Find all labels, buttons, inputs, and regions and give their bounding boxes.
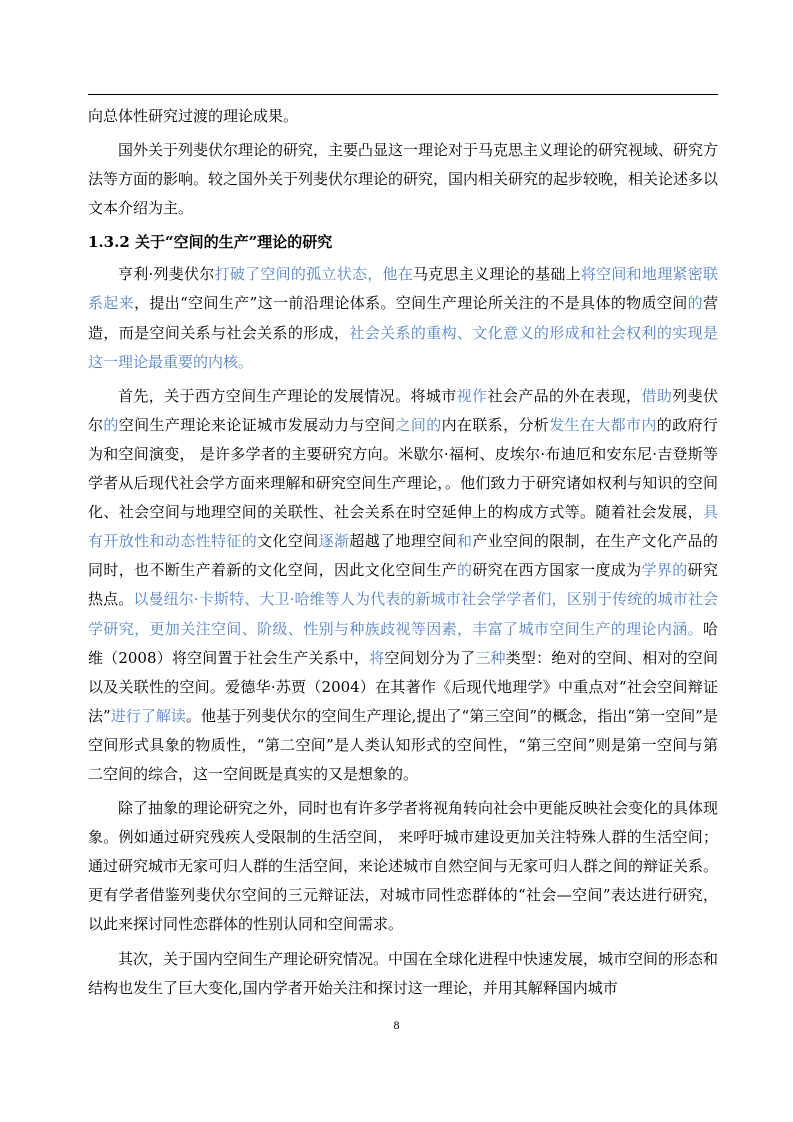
highlighted-text: 具有开放性和动态性特征的: [88, 503, 718, 551]
continuation-text: 向总体性研究过渡的理论成果。: [88, 107, 299, 125]
text-run: 亨利·列斐伏尔: [118, 265, 215, 284]
highlighted-text: 和: [456, 532, 473, 551]
highlighted-text: 发生在大都市内: [549, 415, 657, 434]
highlighted-text: 的: [687, 294, 703, 313]
text-run: 哈维（2008）将空间置于社会生产关系中，: [88, 619, 718, 667]
text-run: 研究在西方国家一度成为: [472, 561, 642, 580]
text-run: 文化空间: [257, 532, 319, 551]
text-run: 。他基于列斐伏尔的空间生产理论,提出了“第三空间”的概念，指出“第一空间”是空间形式具象的物质性，“第二空间”是人类认知形式的空间性，“第三空间”则是第一空间与第二空间的综合，这一空间既是真实的又是想象的。: [88, 706, 718, 783]
section-heading: 1.3.2 关于“空间的生产”理论的研究: [88, 233, 333, 252]
highlighted-text: 将空间和地理紧密联系起来: [88, 265, 718, 313]
highlighted-text: 进行了解读: [110, 706, 186, 725]
highlighted-text: 的: [103, 415, 119, 434]
page-number: 8: [393, 1018, 400, 1032]
paragraph-domestic-research: 其次，关于国内空间生产理论研究情况。中国在全球化进程中快速发展，城市空间的形态和结构也发生了巨大变化,国内学者开始关注和探讨这一理论，并用其解释国内城市: [88, 949, 719, 997]
text-run: 研究热点。: [88, 561, 718, 609]
paragraph-concrete-phenomena: 除了抽象的理论研究之外，同时也有许多学者将视角转向社会中更能反映社会变化的具体现象。例如通过研究残疾人受限制的生活空间， 来呼吁城市建设更加关注特殊人群的生活空间；通过研究城市无家可归人群的生活空间，来论述城市自然空间与无家可归人群之间的辩证关系。更有学者借鉴列斐伏尔空间的三元辩证法，对城市同性恋群体的“社会—空间”表达进行研究，以此来探讨同性恋群体的性别认同和空间需求。: [88, 799, 719, 934]
paragraph-western-research: [88, 382, 718, 789]
highlighted-text: 之间的: [395, 415, 442, 434]
text-run: 首先，关于西方空间生产理论的发展情况。将城市: [118, 386, 457, 405]
text-run: 空间划分为了: [384, 648, 476, 667]
text-run: 营造，而是空间关系与社会关系的形成，: [88, 294, 718, 342]
text-run: 马克思主义理论的基础上: [413, 265, 581, 284]
highlighted-text: 逐渐: [318, 532, 350, 551]
highlighted-text: 社会关系的重构、文化意义的形成和社会权利的实现是这一理论最重要的内核。: [88, 323, 718, 371]
highlighted-text: 三种: [475, 648, 506, 667]
text-run: 列斐伏尔: [88, 386, 718, 434]
text-run: 内在联系，分析: [441, 415, 550, 434]
highlighted-text: 将: [369, 648, 385, 667]
header-rule: [88, 94, 718, 95]
highlighted-text: 学界的: [641, 561, 688, 580]
highlighted-text: 以曼纽尔·卡斯特、大卫·哈维等人为代表的新城市社会学学者们，区别于传统的城市社会学研究，更加关注空间、阶级、性别与种族歧视等因素，丰富了城市空间生产的理论内涵。: [88, 590, 718, 638]
text-run: 空间生产理论来论证城市发展动力与空间: [118, 415, 396, 434]
page-body: [88, 102, 718, 1008]
highlighted-text: 打破了空间的孤立状态，他在: [214, 265, 414, 284]
text-run: 类型：绝对的空间、相对的空间以及关联性的空间。爱德华·苏贾（2004）在其著作《后现代地理学》中重点对“社会空间辩证法”: [88, 648, 718, 725]
highlighted-text: 的: [456, 561, 473, 580]
text-run: ，提出“空间生产”这一前沿理论体系。空间生产理论所关注的不是具体的物质空间: [134, 294, 688, 313]
text-run: 社会产品的外在表现，: [487, 386, 642, 405]
highlighted-text: 借助: [641, 386, 673, 405]
text-run: 产业空间的限制，在生产文化产品的同时，也不断生产着新的文化空间，因此文化空间生产: [88, 532, 718, 580]
highlighted-text: 视作: [456, 386, 488, 405]
text-run: 的政府行为和空间演变， 是许多学者的主要研究方向。米歇尔·福柯、皮埃尔·布迪厄和安东尼·吉登斯等学者从后现代社会学方面来理解和研究空间生产理论，。他们致力于研究诸如权利与知识的空间化、社会空间与地理空间的关联性、社会关系在时空延伸上的构成方式等。随着社会发展，: [88, 415, 718, 522]
paragraph-foreign-research: 国外关于列斐伏尔理论的研究，主要凸显这一理论对于马克思主义理论的研究视域、研究方法等方面的影响。较之国外关于列斐伏尔理论的研究，国内相关研究的起步较晚，相关论述多以文本介绍为主。: [88, 141, 719, 218]
text-run: 超越了地理空间: [349, 532, 457, 551]
paragraph-lefebvre: [88, 260, 718, 376]
